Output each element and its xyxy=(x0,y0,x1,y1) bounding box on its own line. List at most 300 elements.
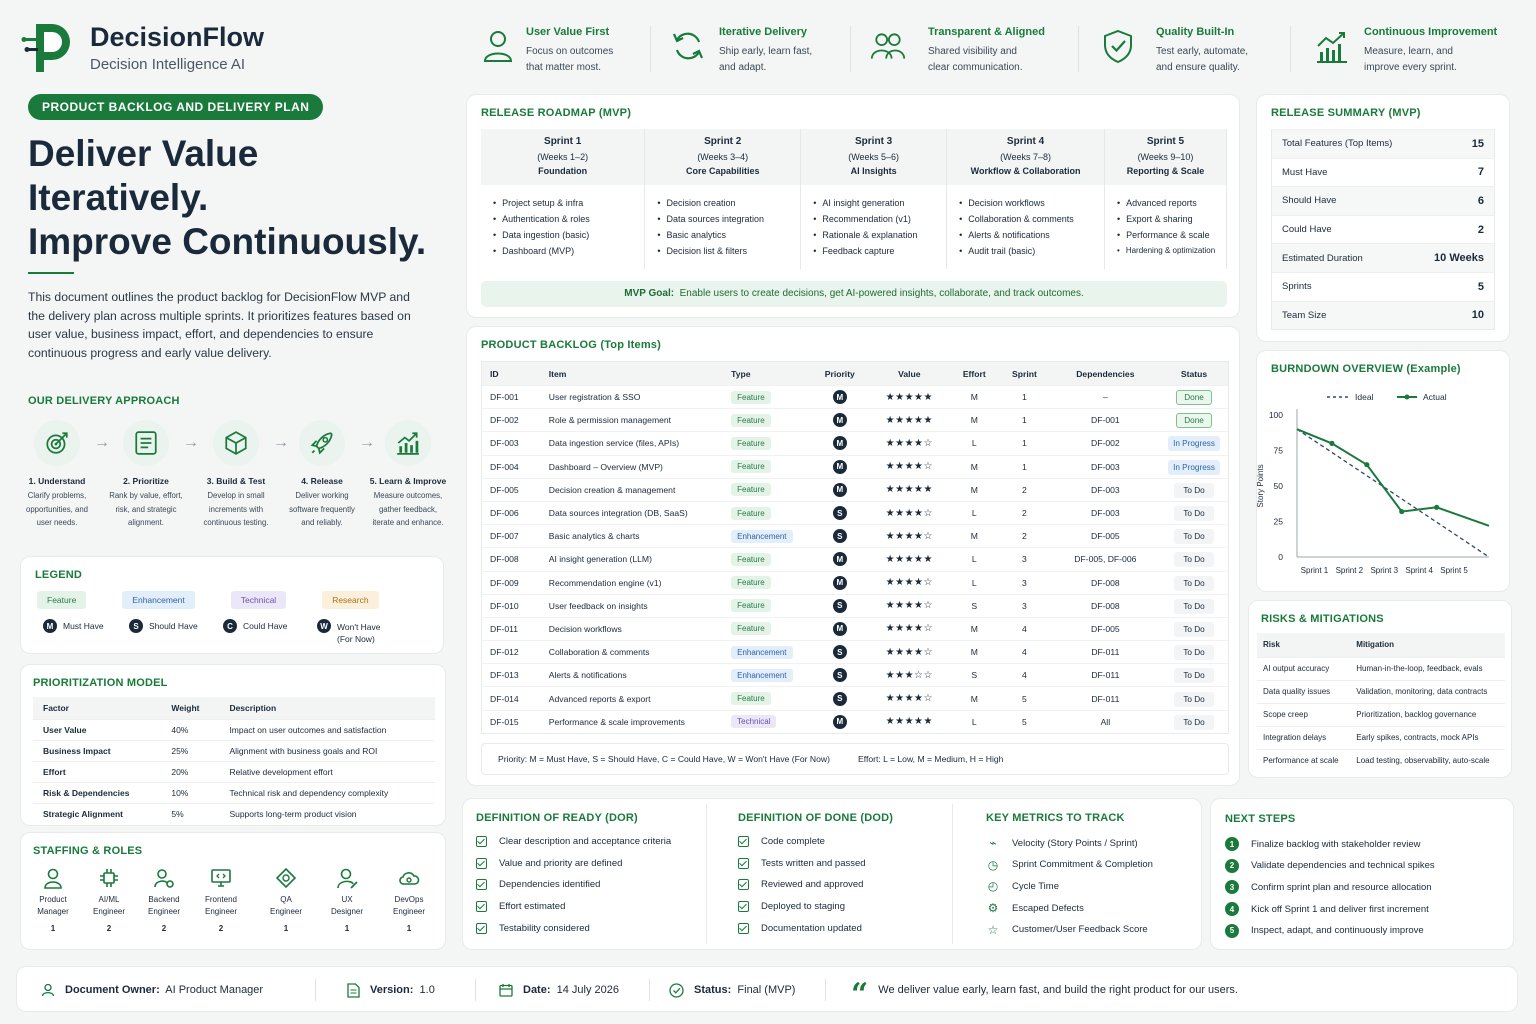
sprint-items: • Advanced reports • Export & sharing • Performance & scale • Hardening & optimization xyxy=(1105,185,1227,269)
intro-text: This document outlines the product backlog for DecisionFlow MVP and the delivery plan across multiple sprints. It prioritizes features based on user value, business impact, effort, and dependencies to ensure continuous progress and early value delivery. xyxy=(28,290,411,360)
sprint-header: Sprint 1 (Weeks 1–2) Foundation xyxy=(481,129,645,185)
backlog-row xyxy=(482,432,1229,455)
type-tag: Feature xyxy=(731,460,771,473)
status-badge: To Do xyxy=(1174,576,1213,591)
item-id: DF-011 xyxy=(482,617,541,640)
sprint: 4 xyxy=(998,617,1050,640)
metric-icon: ◷ xyxy=(987,857,999,872)
role-name: Backend Engineer xyxy=(147,895,181,916)
arrow-right-icon: → xyxy=(359,434,375,451)
checklist-item: 3 Confirm sprint plan and resource allocation xyxy=(1225,880,1432,894)
sprint: 5 xyxy=(998,710,1050,733)
item-name: Role & permission management xyxy=(541,409,723,432)
principle-quality xyxy=(1100,24,1270,76)
item-id: DF-004 xyxy=(482,455,541,478)
step-desc: Deliver working software frequently and reliably. xyxy=(289,491,355,527)
item-name: Recommendation engine (v1) xyxy=(541,571,723,594)
type-tag: Feature xyxy=(731,507,771,520)
type-tag: Feature xyxy=(731,576,771,589)
principle-title: Iterative Delivery xyxy=(719,26,808,38)
cube-icon xyxy=(213,420,259,466)
x-tick-label: Sprint 3 xyxy=(1370,566,1399,575)
item-name: Data sources integration (DB, SaaS) xyxy=(541,501,723,524)
summary-row: Should Have 6 xyxy=(1272,187,1495,216)
item-id: DF-003 xyxy=(482,432,541,455)
backlog-row xyxy=(482,710,1229,733)
doc-tag: PRODUCT BACKLOG AND DELIVERY PLAN xyxy=(28,94,323,120)
status-badge: To Do xyxy=(1174,668,1213,683)
item-id: DF-015 xyxy=(482,710,541,733)
effort: S xyxy=(950,594,998,617)
sprint: 3 xyxy=(998,548,1050,571)
status-badge: To Do xyxy=(1174,552,1213,567)
checkbox-checked-icon xyxy=(738,836,749,847)
rocket-icon xyxy=(299,420,345,466)
logo-mark-icon xyxy=(22,20,78,76)
value-stars: ★★★★★ xyxy=(868,478,950,501)
backlog-row xyxy=(482,594,1229,617)
value-stars: ★★★★☆ xyxy=(868,641,950,664)
divider xyxy=(1078,26,1079,72)
item-id: DF-007 xyxy=(482,525,541,548)
checklist-item: ⌁ Velocity (Story Points / Sprint) xyxy=(986,836,1138,850)
role-item xyxy=(79,867,139,933)
footer xyxy=(16,966,1518,1012)
checklist-item: Dependencies identified xyxy=(476,879,600,890)
effort: M xyxy=(950,641,998,664)
item-id: DF-013 xyxy=(482,664,541,687)
divider xyxy=(650,26,651,72)
checklist-item: 5 Inspect, adapt, and continuously improve xyxy=(1225,924,1424,938)
priority-badge: S xyxy=(833,506,847,520)
divider xyxy=(825,979,826,1001)
step-title: 3. Build & Test xyxy=(206,476,266,486)
value-stars: ★★★★☆ xyxy=(868,432,950,455)
dependencies: DF-011 xyxy=(1051,664,1160,687)
risks-title: RISKS & MITIGATIONS xyxy=(1261,613,1384,625)
user-icon xyxy=(480,28,516,64)
sprint-header: Sprint 5 (Weeks 9–10) Reporting & Scale xyxy=(1105,129,1227,185)
priority-badge: M xyxy=(833,483,847,497)
role-count: 1 xyxy=(344,924,350,933)
backlog-row xyxy=(482,409,1229,432)
value-stars: ★★★★☆ xyxy=(868,617,950,640)
value-stars: ★★★★☆ xyxy=(868,525,950,548)
value-stars: ★★★★★ xyxy=(868,710,950,733)
footer-owner: Document Owner: AI Product Manager xyxy=(41,967,263,1013)
actual-point xyxy=(1399,509,1404,514)
dependencies: All xyxy=(1051,710,1160,733)
metric-icon: ◴ xyxy=(987,879,999,894)
priority-badge: S xyxy=(833,692,847,706)
backlog-card xyxy=(466,326,1240,786)
checkbox-checked-icon xyxy=(476,879,487,890)
backlog-row xyxy=(482,501,1229,524)
value-stars: ★★★☆☆ xyxy=(868,664,950,687)
sprint: 4 xyxy=(998,664,1050,687)
footer-quote: “ We deliver value early, learn fast, and build the right product for our users. xyxy=(851,977,1238,1012)
sprint: 1 xyxy=(998,455,1050,478)
shield-check-icon xyxy=(1100,28,1136,64)
status-badge: To Do xyxy=(1174,622,1213,637)
role-item xyxy=(191,867,251,933)
priority-badge: S xyxy=(833,529,847,543)
step-number: 2 xyxy=(1225,859,1239,873)
monitor-icon xyxy=(191,867,251,891)
item-name: Decision workflows xyxy=(541,617,723,640)
effort: S xyxy=(950,664,998,687)
principle-title: Quality Built-In xyxy=(1156,26,1235,38)
sprint: 1 xyxy=(998,386,1050,409)
approach-title: OUR DELIVERY APPROACH xyxy=(28,395,180,407)
y-tick-label: 0 xyxy=(1278,552,1283,562)
item-name: Advanced reports & export xyxy=(541,687,723,710)
chart-up-icon xyxy=(385,420,431,466)
role-item xyxy=(23,867,83,933)
checklist-item: ◷ Sprint Commitment & Completion xyxy=(987,857,1153,872)
approach-step xyxy=(279,420,365,530)
role-item xyxy=(379,867,439,933)
status-badge: To Do xyxy=(1174,599,1213,614)
y-axis-label: Story Points xyxy=(1256,464,1265,508)
item-name: User registration & SSO xyxy=(541,386,723,409)
dependencies: DF-011 xyxy=(1051,687,1160,710)
checkbox-checked-icon xyxy=(476,858,487,869)
burndown-title: BURNDOWN OVERVIEW (Example) xyxy=(1271,363,1461,375)
type-tag-technical: Technical xyxy=(231,591,286,609)
backlog-row xyxy=(482,455,1229,478)
dependencies: DF-003 xyxy=(1051,478,1160,501)
target-icon xyxy=(34,420,80,466)
person-icon xyxy=(23,867,83,891)
dependencies: DF-008 xyxy=(1051,594,1160,617)
checklist-item: ☆ Customer/User Feedback Score xyxy=(987,922,1148,937)
priority-badge: M xyxy=(833,715,847,729)
principle-title: Continuous Improvement xyxy=(1364,26,1498,38)
dependencies: DF-005 xyxy=(1051,525,1160,548)
effort: M xyxy=(950,617,998,640)
person-pen-icon xyxy=(317,867,377,891)
status-badge: To Do xyxy=(1174,715,1213,730)
status-badge: Done xyxy=(1176,413,1212,428)
table-row: User Value 40% Impact on user outcomes and satisfaction xyxy=(33,720,435,741)
quote-icon: “ xyxy=(851,977,869,1012)
item-id: DF-006 xyxy=(482,501,541,524)
item-id: DF-008 xyxy=(482,548,541,571)
sprint-items: • Decision workflows • Collaboration & comments • Alerts & notifications • Audit trail (basic) xyxy=(947,185,1105,269)
checklist-item: Code complete xyxy=(738,836,825,847)
dor-title: DEFINITION OF READY (DOR) xyxy=(476,812,638,824)
divider xyxy=(952,804,953,944)
checklist-item: 2 Validate dependencies and technical spikes xyxy=(1225,859,1435,873)
checkbox-checked-icon xyxy=(738,901,749,912)
status-badge: In Progress xyxy=(1168,436,1220,451)
footer-date: Date: 14 July 2026 xyxy=(499,967,619,1013)
approach-step xyxy=(365,420,451,530)
staffing-card xyxy=(20,832,446,950)
role-count: 2 xyxy=(161,924,167,933)
dependencies: DF-003 xyxy=(1051,455,1160,478)
legend-priority-must: M Must Have xyxy=(43,619,104,633)
summary-row: Estimated Duration 10 Weeks xyxy=(1272,244,1495,273)
principle-user-value xyxy=(480,24,630,76)
approach-step xyxy=(14,420,100,530)
item-id: DF-012 xyxy=(482,641,541,664)
type-tag: Feature xyxy=(731,391,771,404)
principle-transparent xyxy=(870,24,1060,76)
title-rule xyxy=(28,272,74,274)
page-title: Deliver Value Iteratively. Improve Continuously. xyxy=(28,133,427,262)
type-tag: Feature xyxy=(731,437,771,450)
item-name: Decision creation & management xyxy=(541,478,723,501)
backlog-row xyxy=(482,641,1229,664)
legend-title: LEGEND xyxy=(35,569,83,581)
approach-step xyxy=(103,420,189,530)
table-row: Risk & Dependencies 10% Technical risk and dependency complexity xyxy=(33,783,435,804)
chip-icon xyxy=(79,867,139,891)
roadmap-table xyxy=(481,129,1227,269)
effort: L xyxy=(950,432,998,455)
x-tick-label: Sprint 5 xyxy=(1440,566,1468,575)
effort: M xyxy=(950,386,998,409)
item-id: DF-010 xyxy=(482,594,541,617)
chart-up-icon xyxy=(1314,28,1350,64)
divider xyxy=(706,804,707,944)
backlog-row xyxy=(482,548,1229,571)
calendar-icon xyxy=(499,983,513,997)
document-icon xyxy=(347,983,360,998)
type-tag: Enhancement xyxy=(731,669,792,682)
role-name: DevOps Engineer xyxy=(392,895,426,916)
cloud-gear-icon xyxy=(379,867,439,891)
item-name: Basic analytics & charts xyxy=(541,525,723,548)
step-desc: Clarify problems, opportunities, and user needs. xyxy=(26,491,88,527)
status-badge: To Do xyxy=(1174,692,1213,707)
step-number: 5 xyxy=(1225,924,1239,938)
x-tick-label: Sprint 4 xyxy=(1405,566,1433,575)
sprint-header: Sprint 3 (Weeks 5–6) AI Insights xyxy=(801,129,947,185)
dependencies: DF-011 xyxy=(1051,641,1160,664)
priority-badge: M xyxy=(833,460,847,474)
mvp-goal: MVP Goal: Enable users to create decisions, get AI-powered insights, collaborate, and track outcomes. xyxy=(481,281,1227,307)
effort: M xyxy=(950,478,998,501)
type-tag: Feature xyxy=(731,599,771,612)
checklist-item: ⚙ Escaped Defects xyxy=(987,901,1084,916)
priority-badge: M xyxy=(833,413,847,427)
item-name: Collaboration & comments xyxy=(541,641,723,664)
sprint: 2 xyxy=(998,478,1050,501)
legend-ideal-label: Ideal xyxy=(1355,392,1374,402)
step-title: 5. Learn & Improve xyxy=(369,476,447,486)
arrow-right-icon: → xyxy=(273,434,289,451)
prioritization-card xyxy=(20,664,446,826)
status-badge: To Do xyxy=(1174,483,1213,498)
principle-desc: Test early, automate, and ensure quality. xyxy=(1156,46,1249,73)
role-count: 2 xyxy=(218,924,224,933)
role-name: UX Designer xyxy=(330,895,363,916)
burndown-chart xyxy=(1257,379,1511,593)
legend-actual-marker xyxy=(1405,395,1410,400)
item-name: Data ingestion service (files, APIs) xyxy=(541,432,723,455)
role-item xyxy=(256,867,316,933)
effort: M xyxy=(950,409,998,432)
priority-badge: M xyxy=(833,576,847,590)
item-name: Dashboard – Overview (MVP) xyxy=(541,455,723,478)
summary-row: Team Size 10 xyxy=(1272,301,1495,330)
approach-step xyxy=(193,420,279,530)
status-badge: Done xyxy=(1176,390,1212,405)
bug-icon xyxy=(256,867,316,891)
item-id: DF-001 xyxy=(482,386,541,409)
summary-row: Must Have 7 xyxy=(1272,158,1495,187)
user-icon xyxy=(41,983,55,997)
y-tick-label: 50 xyxy=(1273,481,1283,491)
arrow-right-icon: → xyxy=(94,434,110,451)
priority-badge: S xyxy=(833,645,847,659)
dependencies: DF-001 xyxy=(1051,409,1160,432)
priority-badge: M xyxy=(833,436,847,450)
role-count: 1 xyxy=(50,924,56,933)
y-tick-label: 25 xyxy=(1273,516,1283,527)
step-desc: Measure outcomes, gather feedback, iterate and enhance. xyxy=(372,491,444,527)
backlog-footnote: Priority: M = Must Have, S = Should Have, C = Could Have, W = Won't Have (For Now) Effort: L = Low, M = Medium, H = High xyxy=(481,743,1229,775)
value-stars: ★★★★☆ xyxy=(868,455,950,478)
backlog-row xyxy=(482,386,1229,409)
metrics-section xyxy=(972,798,1202,950)
divider xyxy=(475,979,476,1001)
brand-logo xyxy=(22,20,442,80)
type-tag: Technical xyxy=(731,715,776,728)
step-number: 3 xyxy=(1225,880,1239,894)
backlog-row xyxy=(482,525,1229,548)
type-tag: Enhancement xyxy=(731,646,792,659)
value-stars: ★★★★★ xyxy=(868,386,950,409)
backlog-title: PRODUCT BACKLOG (Top Items) xyxy=(481,339,661,351)
release-summary-card xyxy=(1256,94,1510,342)
dependencies: DF-002 xyxy=(1051,432,1160,455)
role-count: 1 xyxy=(406,924,412,933)
value-stars: ★★★★☆ xyxy=(868,594,950,617)
type-tag: Feature xyxy=(731,414,771,427)
brand-name: DecisionFlow xyxy=(90,22,265,52)
item-id: DF-005 xyxy=(482,478,541,501)
refresh-icon xyxy=(670,28,706,64)
dependencies: DF-003 xyxy=(1051,501,1160,524)
next-steps-title: NEXT STEPS xyxy=(1225,813,1296,825)
principle-improvement xyxy=(1314,24,1514,76)
status-badge: To Do xyxy=(1174,506,1213,521)
priority-badge: S xyxy=(833,668,847,682)
effort: L xyxy=(950,548,998,571)
sprint-items: • Project setup & infra • Authentication & roles • Data ingestion (basic) • Dashboard (MVP) xyxy=(481,185,645,269)
table-row: Effort 20% Relative development effort xyxy=(33,762,435,783)
actual-point xyxy=(1434,505,1439,510)
risk-row: Scope creep Prioritization, backlog governance xyxy=(1257,703,1505,726)
ideal-line xyxy=(1297,429,1489,557)
value-stars: ★★★★★ xyxy=(868,548,950,571)
burndown-card xyxy=(1256,350,1510,592)
roadmap-card xyxy=(466,94,1240,318)
role-count: 2 xyxy=(106,924,112,933)
principle-iterative xyxy=(670,24,840,76)
type-tag: Feature xyxy=(731,483,771,496)
metric-icon: ⚙ xyxy=(987,901,999,916)
checklist-item: Clear description and acceptance criteria xyxy=(476,836,671,847)
actual-point xyxy=(1364,462,1369,467)
principle-desc: Shared visibility and clear communication. xyxy=(928,46,1023,73)
checklist-item: Effort estimated xyxy=(476,901,565,912)
checklist-item: 1 Finalize backlog with stakeholder review xyxy=(1225,837,1421,851)
divider xyxy=(649,979,650,1001)
type-tag-enhancement: Enhancement xyxy=(122,591,194,609)
step-title: 2. Prioritize xyxy=(123,476,169,486)
summary-row: Total Features (Top Items) 15 xyxy=(1272,130,1495,159)
sprint: 1 xyxy=(998,432,1050,455)
sprint: 2 xyxy=(998,525,1050,548)
sprint: 3 xyxy=(998,571,1050,594)
y-tick-label: 75 xyxy=(1273,445,1283,456)
sprint: 2 xyxy=(998,501,1050,524)
sprint: 3 xyxy=(998,594,1050,617)
principle-title: User Value First xyxy=(526,26,610,38)
checkbox-checked-icon xyxy=(738,858,749,869)
value-stars: ★★★★★ xyxy=(868,409,950,432)
sprint: 5 xyxy=(998,687,1050,710)
dependencies: DF-005 xyxy=(1051,617,1160,640)
backlog-row xyxy=(482,687,1229,710)
status-badge: In Progress xyxy=(1168,460,1220,475)
checklist-item: Reviewed and approved xyxy=(738,879,863,890)
effort: M xyxy=(950,687,998,710)
checkbox-checked-icon xyxy=(738,879,749,890)
sprint: 1 xyxy=(998,409,1050,432)
footer-version: Version: 1.0 xyxy=(347,967,435,1013)
type-tag-feature: Feature xyxy=(37,591,86,609)
risk-row: Data quality issues Validation, monitoring, data contracts xyxy=(1257,680,1505,703)
role-item xyxy=(134,867,194,933)
step-desc: Rank by value, effort, risk, and strategic alignment. xyxy=(109,491,183,527)
type-tag-research: Research xyxy=(322,591,378,609)
legend-priority-wont: W Won't Have (For Now) xyxy=(317,619,381,645)
item-id: DF-014 xyxy=(482,687,541,710)
effort: M xyxy=(950,455,998,478)
role-item xyxy=(317,867,377,933)
checklist-item: Deployed to staging xyxy=(738,901,845,912)
checklist-item: ◴ Cycle Time xyxy=(987,879,1059,894)
type-tag: Feature xyxy=(731,553,771,566)
priority-badge: M xyxy=(833,390,847,404)
divider xyxy=(315,979,316,1001)
step-desc: Develop in small increments with continuous testing. xyxy=(203,491,269,527)
prioritization-table: Factor Weight Description User Value 40% Impact on user outcomes and satisfaction Business Impact 25% Alignment with business goals and ROI Effort 20% Relative development effort Risk & Dependencies 10% Technical risk and dependency complexity Strategic Alignment 5% Supports long-term product vision xyxy=(33,697,435,824)
check-circle-icon xyxy=(669,983,684,998)
status-badge: To Do xyxy=(1174,529,1213,544)
divider xyxy=(1290,26,1291,72)
principle-title: Transparent & Aligned xyxy=(928,26,1045,38)
role-name: Product Manager xyxy=(37,895,69,916)
role-name: QA Engineer xyxy=(269,895,303,916)
priority-badge: M xyxy=(833,622,847,636)
backlog-row xyxy=(482,571,1229,594)
step-number: 1 xyxy=(1225,837,1239,851)
risk-row: AI output accuracy Human-in-the-loop, feedback, evals xyxy=(1257,657,1505,680)
priority-badge: S xyxy=(833,599,847,613)
sprint: 4 xyxy=(998,641,1050,664)
role-name: AI/ML Engineer xyxy=(92,895,126,916)
backlog-row xyxy=(482,478,1229,501)
dependencies: DF-008 xyxy=(1051,571,1160,594)
divider xyxy=(850,26,851,72)
